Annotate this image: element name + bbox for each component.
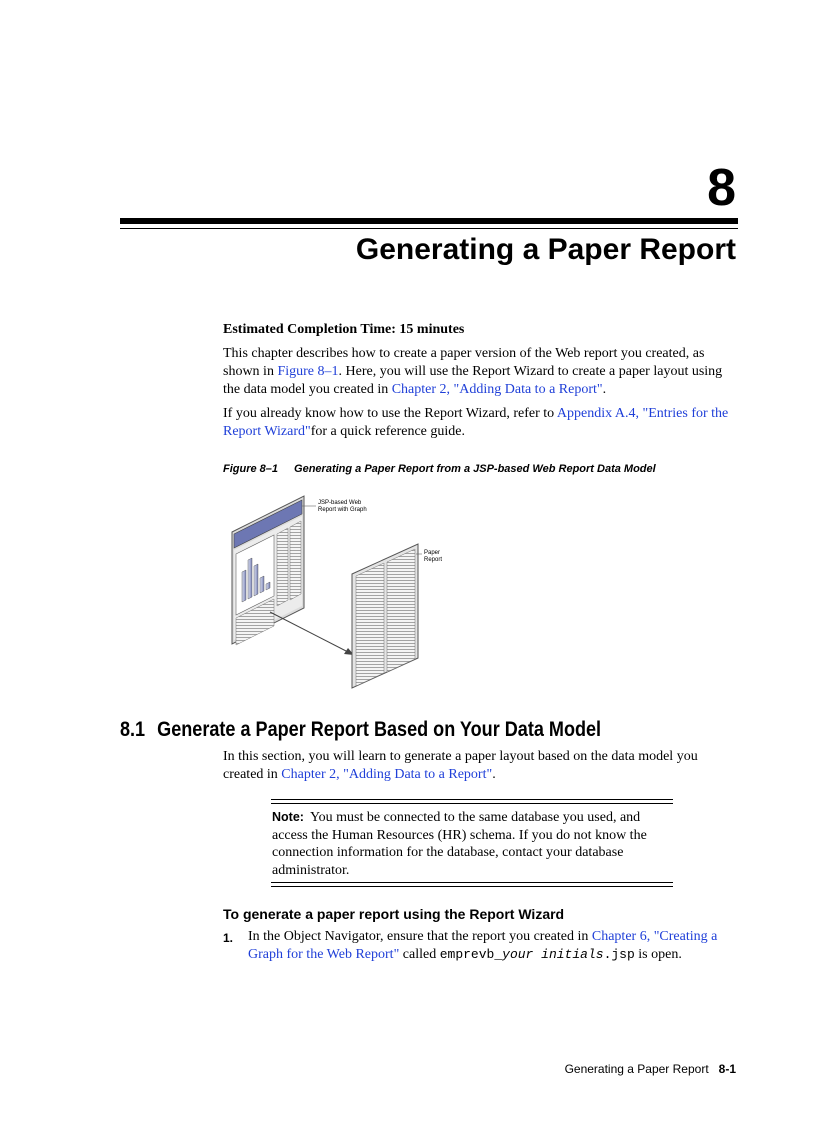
section-heading <box>120 716 601 744</box>
note-text: You must be connected to the same database you used, and access the Human Resources (HR) schema. If you do not know the connection information for the database, contact your database administrator. <box>272 810 647 878</box>
procedure-heading: To generate a paper report using the Report Wizard <box>223 906 565 922</box>
note-rule-bottom <box>271 882 673 883</box>
note-box <box>272 809 672 879</box>
callout-paper-line2: Report <box>424 557 443 563</box>
link-chapter-2-section[interactable]: Chapter 2, "Adding Data to a Report" <box>281 767 493 782</box>
section-number: 8.1 <box>120 718 146 741</box>
page-footer <box>565 1061 736 1077</box>
note-label: Note: <box>272 810 304 824</box>
link-figure-8-1[interactable]: Figure 8–1 <box>277 364 339 379</box>
chapter-number: 8 <box>707 159 736 217</box>
figure-caption-text: Generating a Paper Report from a JSP-based Web Report Data Model <box>294 463 656 475</box>
section-paragraph: In this section, you will learn to generate a paper layout based on the data model you created in Chapter 2, "Adding Data to a Report". <box>223 749 698 782</box>
paper-report-illustration <box>352 544 418 688</box>
step-1-text: In the Object Navigator, ensure that the report you created in Chapter 6, "Creating a Graph for the Web Report" called emprevb_your initials.jsp is open. <box>248 929 718 962</box>
callout-paper-line1: Paper <box>424 550 441 556</box>
estimated-completion-time: Estimated Completion Time: 15 minutes <box>223 322 465 337</box>
link-chapter-6[interactable]: Chapter 6, "Creating a Graph for the Web Report" <box>248 929 718 962</box>
callout-web-line1: JSP-based Web <box>318 500 362 506</box>
footer-title: Generating a Paper Report <box>564 1062 709 1076</box>
note-rule-top <box>271 799 673 800</box>
intro-paragraph-2: If you already know how to use the Report Wizard, refer to Appendix A.4, "Entries for the Report Wizard"for a quick reference guide. <box>223 406 729 439</box>
page-number: 8-1 <box>718 1062 736 1076</box>
chapter-rule-thick <box>120 218 738 224</box>
chapter-rule-thin <box>120 228 738 229</box>
connector-arrow <box>270 612 348 652</box>
link-appendix-a4[interactable]: Appendix A.4, "Entries for the Report Wizard" <box>223 406 729 439</box>
figure-label: Figure 8–1 <box>223 463 279 475</box>
chapter-title: Generating a Paper Report <box>355 233 736 266</box>
intro-paragraph-1: This chapter describes how to create a paper version of the Web report you created, as shown in Figure 8–1. Here, you will use the Report Wizard to create a paper layout using the data model you created in Chapter 2, "Adding Data to a Report". <box>223 346 723 397</box>
web-report-illustration <box>232 496 304 645</box>
report-filename: emprevb_your initials.jsp <box>439 947 635 962</box>
figure-caption <box>223 462 738 476</box>
section-title: Generate a Paper Report Based on Your Data Model <box>157 718 602 741</box>
note-rule-top-2 <box>271 803 673 804</box>
note-rule-bottom-2 <box>271 886 673 887</box>
figure-illustration <box>222 492 462 692</box>
link-chapter-2[interactable]: Chapter 2, "Adding Data to a Report" <box>391 382 603 397</box>
step-1-number: 1. <box>223 931 234 945</box>
callout-web-line2: Report with Graph <box>318 507 367 513</box>
